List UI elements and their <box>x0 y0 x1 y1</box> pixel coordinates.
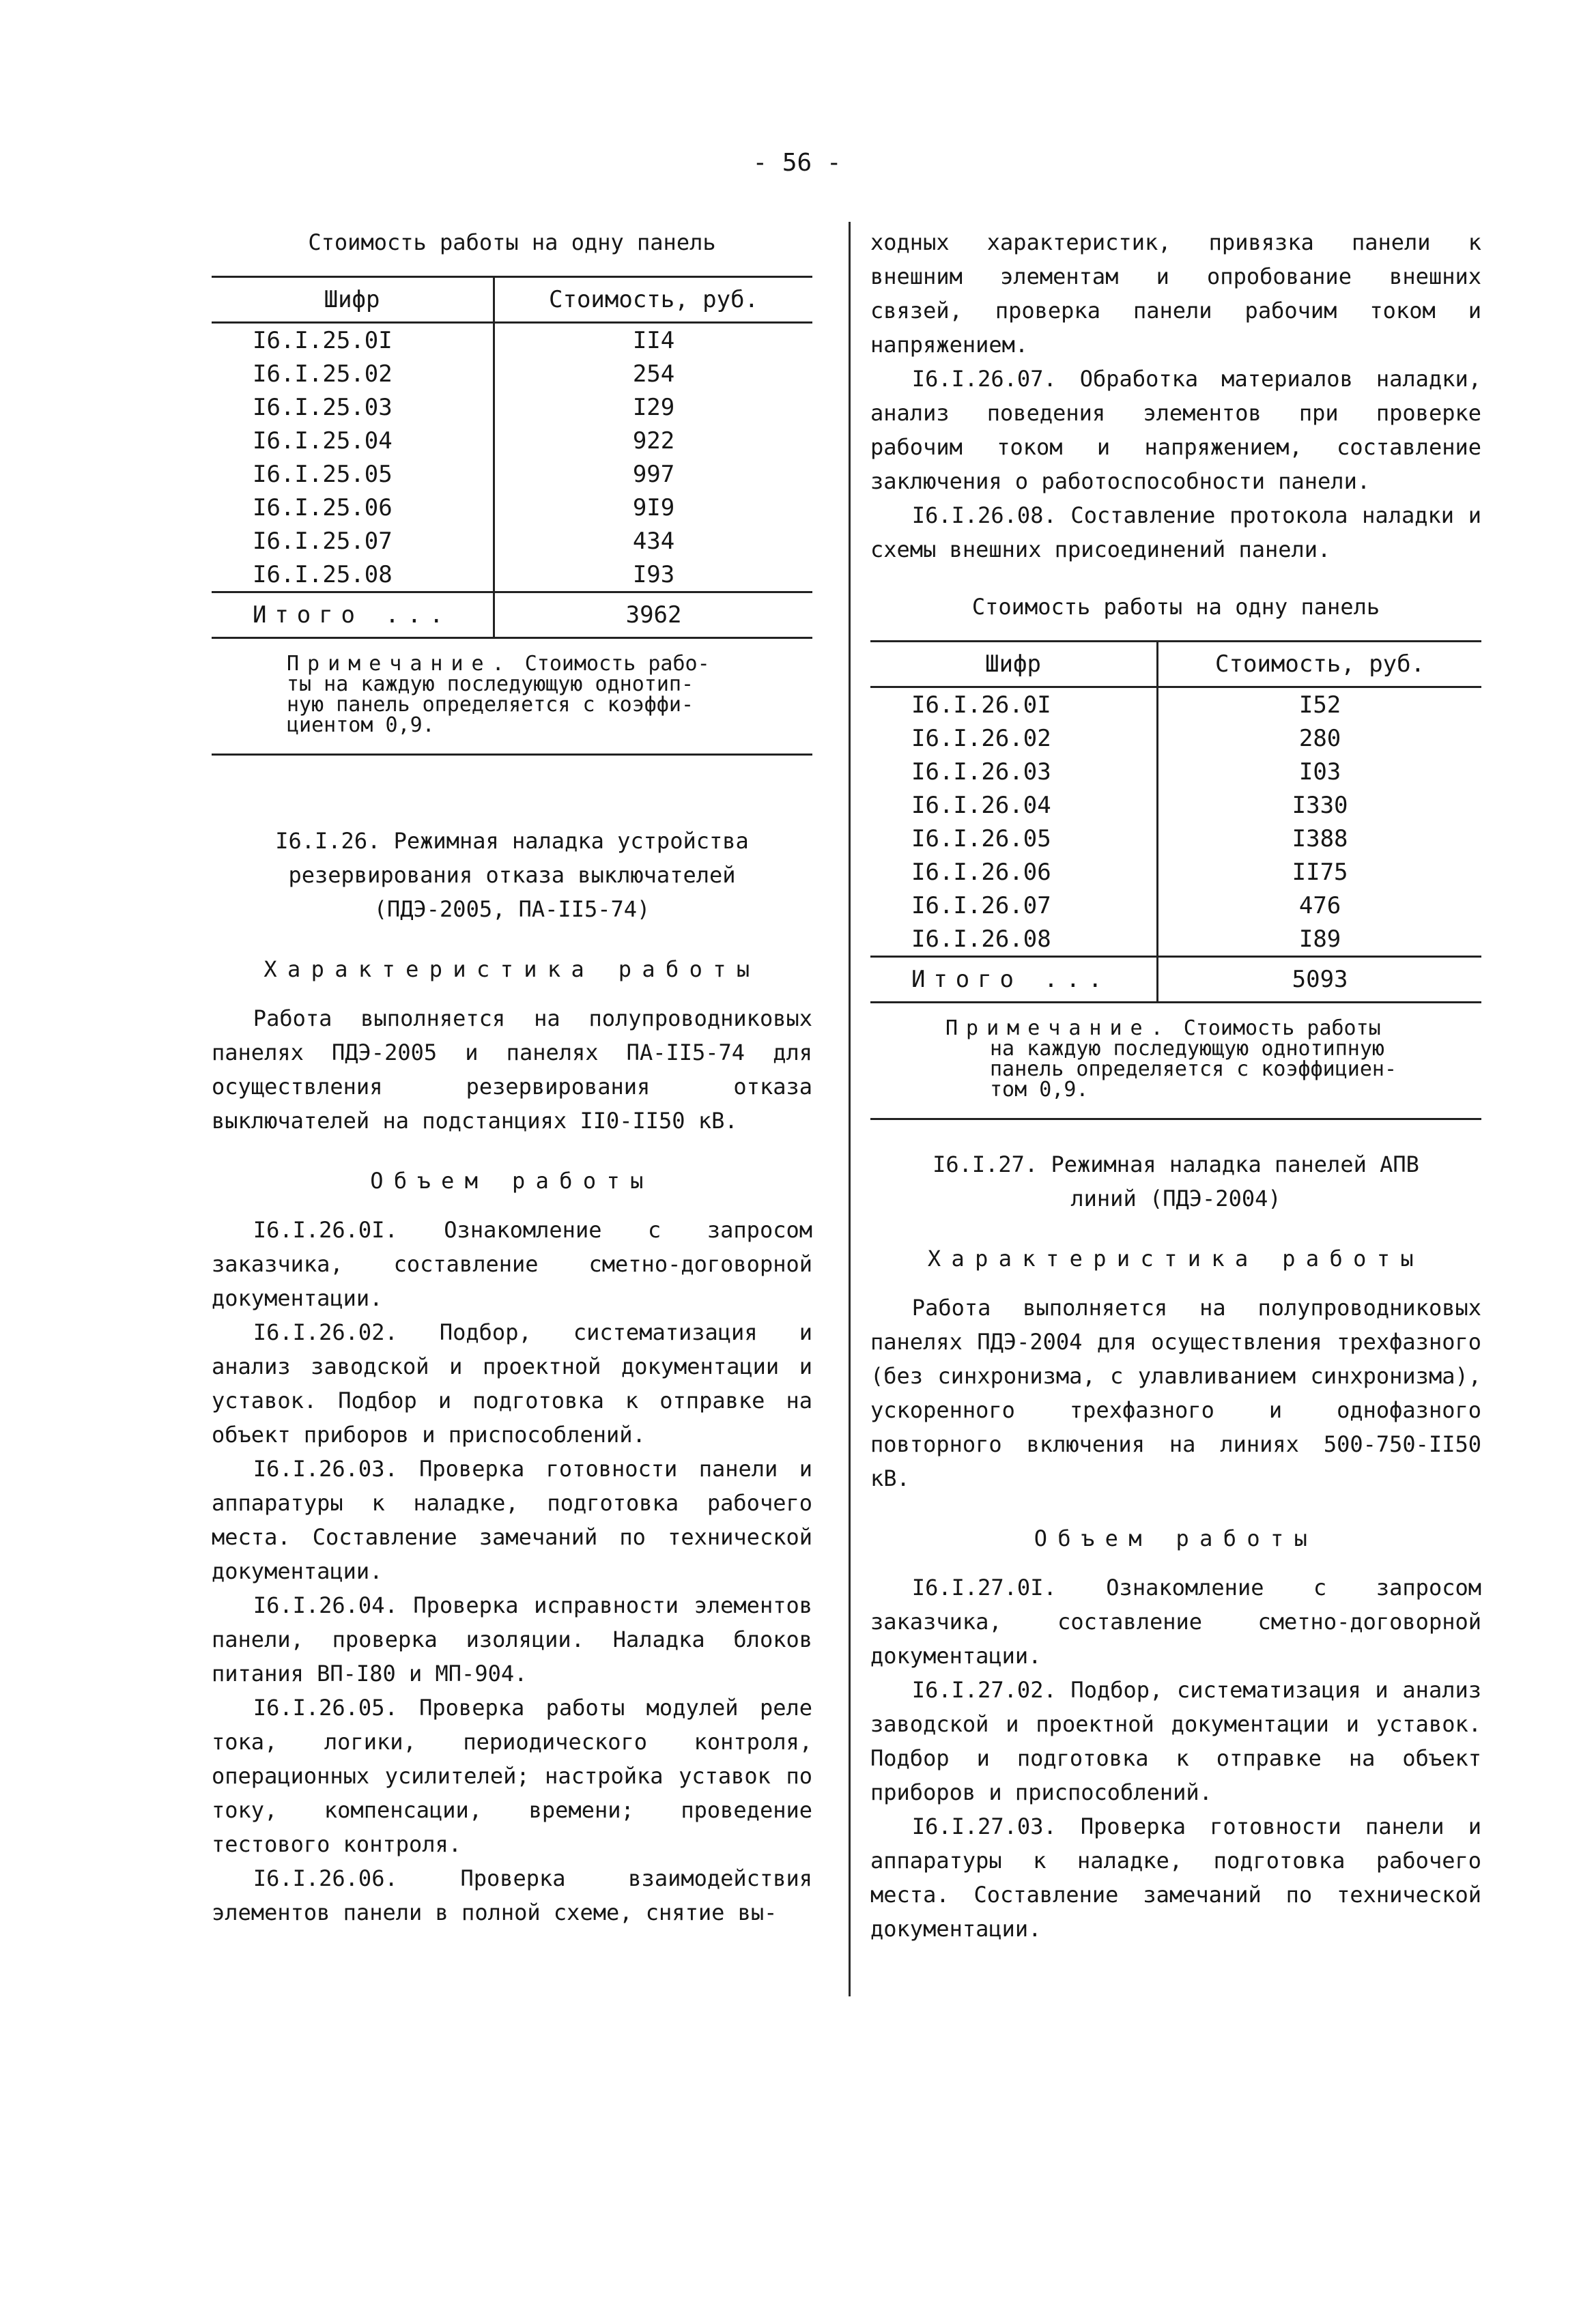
scope-item: I6.I.26.04. Проверка исправности элементов панели, проверка изоляции. Наладка блоков питания ВП-I80 и МП-904. <box>212 1592 812 1687</box>
column-header-cost: Стоимость, руб. <box>494 277 812 323</box>
column-header-code: Шифр <box>870 642 1158 687</box>
scope-item: I6.I.26.06. Проверка взаимодействия элементов панели в полной схеме, снятие вы- <box>212 1865 812 1925</box>
section-title: I6.I.27. Режимная наладка панелей АПВ линий (ПДЭ-2004) <box>933 1151 1419 1211</box>
continued-text: ходных характеристик, привязка панели к внешним элементам и опробование внешних связей, проверка панели рабочим током и напряжением. <box>870 229 1481 358</box>
right-column <box>870 225 1481 1946</box>
page-number: - 56 - <box>752 149 842 177</box>
row-code: I6.I.26.02 <box>870 721 1158 755</box>
table-row <box>870 788 1481 822</box>
row-code: I6.I.25.06 <box>212 491 494 524</box>
scope-item: I6.I.26.0I. Ознакомление с запросом заказчика, составление сметно-договорной документации. <box>212 1217 812 1311</box>
table-caption: Стоимость работы на одну панель <box>971 594 1380 620</box>
row-code: I6.I.26.04 <box>870 788 1158 822</box>
table-row <box>212 491 812 524</box>
characteristics-text: Работа выполняется на полупроводниковых панелях ПДЭ-2004 для осуществления трехфазного (без синхронизма, с улавливанием синхронизма), ускоренного трехфазного и однофазного повторного включения на линиях 500-750-II50 кВ. <box>870 1295 1481 1491</box>
left-column <box>212 225 812 1930</box>
table-row <box>212 524 812 558</box>
table-header-row <box>870 642 1481 687</box>
cost-table <box>870 640 1481 1001</box>
note-line: том 0,9. <box>990 1078 1089 1102</box>
scope-item: I6.I.26.07. Обработка материалов наладки, анализ поведения элементов при проверке рабочим током и напряжением, составление заключения о работоспособности панели. <box>870 366 1481 494</box>
row-cost: 922 <box>632 427 675 455</box>
note <box>212 637 812 756</box>
table-row <box>870 922 1481 957</box>
table-row <box>212 323 812 358</box>
scope-item: I6.I.26.05. Проверка работы модулей реле тока, логики, периодического контроля, операционных усилителей; настройка уставок по току, компенсации, времени; проведение тестового контроля. <box>212 1695 812 1857</box>
row-cost: I93 <box>632 560 675 588</box>
column-divider <box>849 222 851 1996</box>
scope-item: I6.I.26.02. Подбор, систематизация и анализ заводской и проектной документации и уставок. Подбор и подготовка к отправке на объект приборов и приспособлений. <box>212 1319 812 1448</box>
row-code: I6.I.25.0I <box>212 323 494 358</box>
row-cost: 997 <box>632 460 675 488</box>
row-cost: 9I9 <box>632 493 675 521</box>
table-body <box>870 687 1481 957</box>
section-title: I6.I.26. Режимная наладка устройства резервирования отказа выключателей (ПДЭ-2005, ПА-II5-74) <box>275 828 749 922</box>
row-cost: I29 <box>632 393 675 421</box>
row-code: I6.I.26.08 <box>870 922 1158 957</box>
table-row <box>212 424 812 457</box>
table-row <box>870 755 1481 788</box>
scope-item: I6.I.26.08. Составление протокола наладки и схемы внешних присоединений панели. <box>870 502 1481 562</box>
table-header-row <box>212 277 812 323</box>
row-code: I6.I.25.03 <box>212 390 494 424</box>
row-cost: I89 <box>1298 925 1341 953</box>
total-row <box>870 957 1481 1002</box>
characteristics-text: Работа выполняется на полупроводниковых панелях ПДЭ-2005 и панелях ПА-II5-74 для осуществления резервирования отказа выключателей на подстанциях II0-II50 кВ. <box>212 1005 812 1134</box>
row-code: I6.I.25.02 <box>212 357 494 390</box>
row-cost: I388 <box>1292 824 1348 852</box>
row-code: I6.I.25.04 <box>212 424 494 457</box>
row-cost: I330 <box>1292 791 1348 819</box>
note-heading: Примечание. <box>945 1016 1171 1040</box>
table-row <box>212 390 812 424</box>
row-code: I6.I.26.0I <box>870 687 1158 722</box>
note-line: циентом 0,9. <box>287 713 435 737</box>
total-row <box>212 592 812 637</box>
table-row <box>870 889 1481 922</box>
row-cost: 280 <box>1298 724 1341 752</box>
note-line: Стоимость рабо- <box>524 652 710 676</box>
characteristics-heading: Характеристика работы <box>927 1246 1425 1272</box>
table-body <box>212 323 812 592</box>
scope-heading: Объем работы <box>1034 1525 1318 1551</box>
row-cost: 434 <box>632 527 675 555</box>
row-cost: 476 <box>1298 891 1341 919</box>
row-code: I6.I.26.06 <box>870 855 1158 889</box>
scope-item: I6.I.27.0I. Ознакомление с запросом заказчика, составление сметно-договорной документации. <box>870 1575 1481 1669</box>
row-code: I6.I.26.03 <box>870 755 1158 788</box>
row-code: I6.I.25.05 <box>212 457 494 491</box>
table-row <box>212 457 812 491</box>
note-line: ную панель определяется с коэффи- <box>287 693 694 717</box>
note <box>870 1001 1481 1120</box>
scope-item: I6.I.27.03. Проверка готовности панели и аппаратуры к наладке, подготовка рабочего места. Составление замечаний по технической документации. <box>870 1813 1481 1942</box>
table-caption: Стоимость работы на одну панель <box>308 229 716 255</box>
row-code: I6.I.26.07 <box>870 889 1158 922</box>
note-line: на каждую последующую однотипную <box>990 1037 1384 1061</box>
characteristics-heading: Характеристика работы <box>264 956 760 982</box>
note-line: ты на каждую последующую однотип- <box>287 672 694 696</box>
total-label: Итого ... <box>870 957 1158 1002</box>
row-cost: II75 <box>1292 858 1348 886</box>
total-label: Итого ... <box>212 592 494 637</box>
total-value: 3962 <box>494 592 812 637</box>
row-code: I6.I.26.05 <box>870 822 1158 855</box>
table-row <box>212 558 812 592</box>
column-header-cost: Стоимость, руб. <box>1158 642 1481 687</box>
table-row <box>212 357 812 390</box>
total-value: 5093 <box>1158 957 1481 1002</box>
table-row <box>870 822 1481 855</box>
row-cost: I03 <box>1298 758 1341 786</box>
table-row <box>870 721 1481 755</box>
row-cost: II4 <box>632 326 675 354</box>
note-line: Стоимость работы <box>1183 1016 1381 1040</box>
cost-table <box>212 276 812 637</box>
row-code: I6.I.25.08 <box>212 558 494 592</box>
table-row <box>870 855 1481 889</box>
scope-item: I6.I.26.03. Проверка готовности панели и аппаратуры к наладке, подготовка рабочего места. Составление замечаний по технической документации. <box>212 1456 812 1584</box>
scope-item: I6.I.27.02. Подбор, систематизация и анализ заводской и проектной документации и уставок. Подбор и подготовка к отправке на объект приборов и приспособлений. <box>870 1677 1481 1805</box>
scope-heading: Объем работы <box>370 1168 654 1194</box>
row-cost: I52 <box>1298 691 1341 719</box>
column-header-code: Шифр <box>212 277 494 323</box>
table-row <box>870 687 1481 722</box>
row-code: I6.I.25.07 <box>212 524 494 558</box>
row-cost: 254 <box>632 360 675 388</box>
note-line: панель определяется с коэффициен- <box>990 1057 1397 1081</box>
note-heading: Примечание. <box>287 652 513 676</box>
